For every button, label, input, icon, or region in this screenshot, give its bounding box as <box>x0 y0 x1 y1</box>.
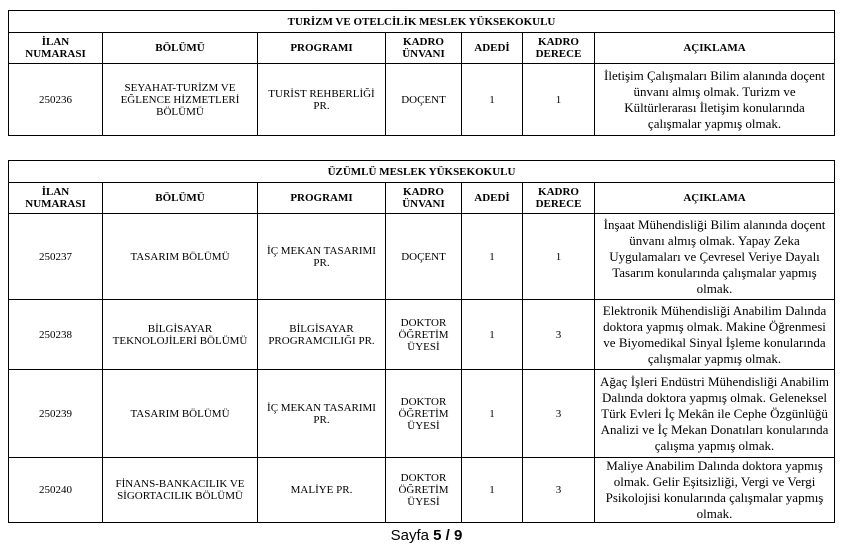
kadro-derece: 3 <box>523 300 595 370</box>
table-row <box>9 458 835 523</box>
header-ilan: İLAN NUMARASI <box>9 183 103 214</box>
header-bolumu: BÖLÜMÜ <box>103 183 258 214</box>
bolum-name: FİNANS-BANKACILIK VE SİGORTACILIK BÖLÜMÜ <box>103 458 258 523</box>
table-header-row <box>9 33 835 64</box>
bolum-name: TASARIM BÖLÜMÜ <box>103 370 258 458</box>
kadro-derece: 1 <box>523 64 595 136</box>
ilan-number: 250240 <box>9 458 103 523</box>
table-row <box>9 300 835 370</box>
program-name: MALİYE PR. <box>258 458 386 523</box>
aciklama-text: İletişim Çalışmaları Bilim alanında doçent ünvanı almış olmak. Turizm ve Kültürlerarası İletişim konularında çalışmalar yapmış olmak. <box>595 64 835 136</box>
kadro-derece: 3 <box>523 458 595 523</box>
kadro-derece: 1 <box>523 214 595 300</box>
header-kadro-derece: KADRO DERECE <box>523 33 595 64</box>
page-label: Sayfa <box>390 527 429 544</box>
program-name: TURİST REHBERLİĞİ PR. <box>258 64 386 136</box>
header-kadro-unvani: KADRO ÜNVANI <box>386 33 462 64</box>
page-current: 5 <box>433 527 442 544</box>
adet: 1 <box>462 64 523 136</box>
page-indicator <box>0 527 853 544</box>
table-row <box>9 370 835 458</box>
ilan-number: 250237 <box>9 214 103 300</box>
adet: 1 <box>462 370 523 458</box>
aciklama-text: Ağaç İşleri Endüstri Mühendisliği Anabilim Dalında doktora yapmış olmak. Geleneksel Türk Evleri İç Mekân ile Cephe Özgünlüğü Analizi ve İç Mekan Donatıları konularında çalışma yapmış olmak. <box>595 370 835 458</box>
kadro-unvan: DOKTOR ÖĞRETİM ÜYESİ <box>386 370 462 458</box>
kadro-unvan: DOÇENT <box>386 214 462 300</box>
adet: 1 <box>462 458 523 523</box>
program-name: İÇ MEKAN TASARIMI PR. <box>258 214 386 300</box>
ilan-number: 250239 <box>9 370 103 458</box>
kadro-unvan: DOKTOR ÖĞRETİM ÜYESİ <box>386 300 462 370</box>
header-kadro-derece: KADRO DERECE <box>523 183 595 214</box>
kadro-unvan: DOÇENT <box>386 64 462 136</box>
ilan-number: 250238 <box>9 300 103 370</box>
table-title: TURİZM VE OTELCİLİK MESLEK YÜKSEKOKULU <box>9 11 835 33</box>
kadro-derece: 3 <box>523 370 595 458</box>
bolum-name: TASARIM BÖLÜMÜ <box>103 214 258 300</box>
header-adedi: ADEDİ <box>462 33 523 64</box>
aciklama-text: Maliye Anabilim Dalında doktora yapmış olmak. Gelir Eşitsizliği, Vergi ve Vergi Psikolojisi konularında çalışmalar yapmış olmak. <box>595 458 835 523</box>
header-adedi: ADEDİ <box>462 183 523 214</box>
header-programi: PROGRAMI <box>258 183 386 214</box>
adet: 1 <box>462 300 523 370</box>
header-bolumu: BÖLÜMÜ <box>103 33 258 64</box>
header-ilan: İLAN NUMARASI <box>9 33 103 64</box>
header-aciklama: AÇIKLAMA <box>595 183 835 214</box>
program-name: BİLGİSAYAR PROGRAMCILIĞI PR. <box>258 300 386 370</box>
kadro-unvan: DOKTOR ÖĞRETİM ÜYESİ <box>386 458 462 523</box>
page-total: 9 <box>454 527 463 544</box>
header-programi: PROGRAMI <box>258 33 386 64</box>
header-aciklama: AÇIKLAMA <box>595 33 835 64</box>
bolum-name: SEYAHAT-TURİZM VE EĞLENCE HİZMETLERİ BÖLÜMÜ <box>103 64 258 136</box>
job-table-turizm <box>8 10 835 136</box>
ilan-number: 250236 <box>9 64 103 136</box>
page-separator: / <box>445 527 450 544</box>
aciklama-text: Elektronik Mühendisliği Anabilim Dalında doktora yapmış olmak. Makine Öğrenmesi ve Biyomedikal Sinyal İşleme konularında çalışmalar yapmış olmak. <box>595 300 835 370</box>
bolum-name: BİLGİSAYAR TEKNOLOJİLERİ BÖLÜMÜ <box>103 300 258 370</box>
table-row <box>9 64 835 136</box>
table-row <box>9 214 835 300</box>
header-kadro-unvani: KADRO ÜNVANI <box>386 183 462 214</box>
table-title: ÜZÜMLÜ MESLEK YÜKSEKOKULU <box>9 161 835 183</box>
adet: 1 <box>462 214 523 300</box>
job-table-uzumlu <box>8 160 835 523</box>
program-name: İÇ MEKAN TASARIMI PR. <box>258 370 386 458</box>
aciklama-text: İnşaat Mühendisliği Bilim alanında doçent ünvanı almış olmak. Yapay Zeka Uygulamaları ve Çevresel Veriye Dayalı Tasarım konularında çalışmalar yapmış olmak. <box>595 214 835 300</box>
table-header-row <box>9 183 835 214</box>
